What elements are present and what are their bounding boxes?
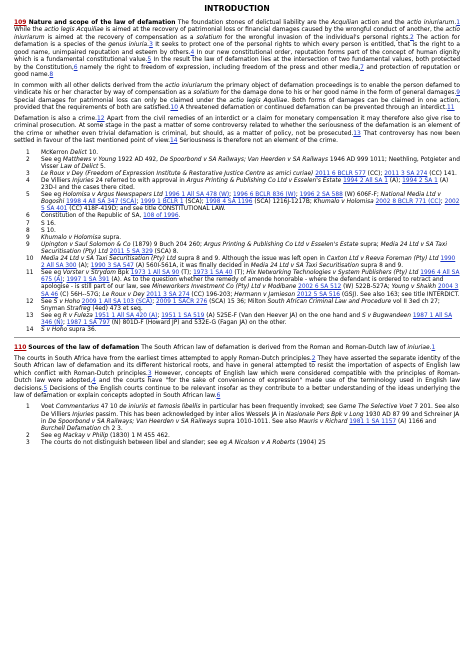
italic-text: Hermann v Jamieson (234, 291, 296, 298)
footnote-number: 1 (26, 149, 30, 156)
reference-link[interactable]: 10 (170, 104, 179, 112)
text-run: (4ed) 473 et seq. (90, 305, 143, 312)
text-run: (A). As to the question whether the remedy of amende honorable - where the defendant is ordered to retract and apologise - is still part of our law, see (41, 277, 444, 291)
text-run: 7 201. See also De Villiers (41, 404, 460, 418)
footnote-number: 6 (26, 213, 30, 220)
text-run: (T); (232, 270, 247, 277)
italic-text: de iniuriis et famosis libellis (119, 404, 201, 411)
reference-link[interactable]: 1996 6 BCLR 836 (W) (233, 192, 296, 199)
text-run: They have asserted the separate identity of the South African law of defamation and its different historical roots, and have in general attempted to resist the importation of aspects of English law which conflict with Roman-Dutch principles. (14, 354, 460, 377)
italic-text: Matthews v Young (62, 156, 117, 163)
footnote-number: 11 (26, 270, 34, 277)
text-run: (A) 23D-I and the cases there cited. (41, 178, 449, 192)
footnote (14, 299, 460, 313)
reference-link[interactable]: 2002 8 BCLR 771 (CC) (375, 199, 441, 206)
text-run: In our new constitutional order, reputation forms part of the concept of human dignity which is a fundamental constitutional value. (14, 48, 460, 64)
italic-text: Argus Printing & Publishing Co Ltd v Esselen's Estate (203, 241, 359, 248)
text-run: The courts do not distinguish between libel and slander; see eg (41, 439, 229, 446)
text-run: Special damages for patrimonial loss can only be claimed under the (14, 96, 230, 104)
reference-link[interactable]: 2011 5 SA 329 (109, 248, 153, 255)
footnote (14, 270, 460, 298)
text-run: In the result the law of defamation lies at the intersection of two fundamental values, both protected by the Constitution, (14, 56, 461, 71)
text-run: . (454, 19, 457, 26)
footnote (14, 171, 460, 178)
italic-text: De Spoorbond v SA Railways; Van Heerden v SA Railways (159, 156, 329, 163)
italic-text: Argus Printing & Publishing Co Ltd v Esselen's Estate (186, 178, 342, 184)
italic-text: Le Roux v Dey (102, 291, 145, 298)
footnote-number: 7 (26, 220, 30, 227)
text-run: supra 8 and 9. Although the issue was left open in (175, 256, 327, 263)
text-run: (T); (179, 270, 194, 277)
text-run: (CC) 196-203; (189, 291, 235, 298)
footnote (14, 221, 460, 228)
text-run: (A); (387, 178, 403, 184)
italic-text: A Nicolson v A Roberts (228, 439, 296, 446)
reference-link[interactable]: 1994 2 SA 1 (402, 178, 438, 184)
text-run: is aimed at the recovery of patrimonial loss or financial damages caused by the wrongful conduct of another, the (103, 26, 446, 34)
reference-link[interactable]: 1999 1 BCLR 1 (140, 199, 184, 206)
reference-link[interactable]: 1 (456, 19, 460, 26)
reference-link[interactable]: 1951 1 SA 519 (161, 312, 205, 319)
italic-text: Caxton Ltd v Reeva Foreman (Pty) Ltd (326, 256, 439, 263)
text-run: (Howard JP) and 532E-G (Fagan JA) on the other. (145, 319, 287, 326)
footnote-number: 8 (26, 227, 30, 234)
italic-text: Holomisa v Argus Newspapers Ltd (62, 192, 163, 199)
text-run: . Both forms of damages can be claimed in one action, provided that the requirements of both are satisfied. (14, 96, 461, 112)
text-run: vol II 3ed ch 27; Snyman (41, 298, 440, 312)
italic-text: solatium (196, 33, 222, 41)
text-run: supra 8 and 9. (358, 263, 404, 270)
reference-link[interactable]: 3 (147, 369, 152, 377)
footnote (14, 213, 460, 220)
italic-text: actio iniuriarum (14, 26, 461, 41)
text-run: (A) 1166 and (396, 418, 437, 425)
footnote-number: 13 (26, 312, 34, 319)
italic-text: Delict (70, 149, 87, 156)
text-run: ; (295, 192, 300, 199)
text-run: 1930 AD 87 99 and Schreiner JA in (41, 411, 460, 425)
section-110-para-2 (14, 355, 460, 400)
footnote-number: 9 (26, 234, 30, 241)
text-run: ; (136, 199, 141, 206)
text-run: S 16. (41, 220, 56, 227)
text-run: (C) 56H--57G; (58, 291, 103, 298)
footnote (14, 313, 460, 327)
footnote-number: 1 (26, 404, 30, 411)
reference-link[interactable]: 2004 3 SA 46 (41, 284, 459, 298)
section-number: 110 (14, 344, 27, 352)
reference-link[interactable]: 1 (431, 344, 436, 352)
text-run: ; (157, 312, 162, 319)
footnote (14, 440, 460, 447)
text-run: . (429, 344, 432, 352)
reference-link[interactable]: 8 (49, 71, 54, 79)
text-run: That controversy has now been settled in favour of the last mentioned point of view. (14, 129, 460, 145)
italic-text: Mackay v Philip (62, 432, 109, 439)
section-109-para-1 (14, 19, 460, 79)
reference-link[interactable]: 1987 1 SA 797 (66, 319, 110, 326)
text-run: Decisions of the English courts continue to be relevant insofar as they contribute to a better understanding of the ideas underlying the law of defamation or explain concepts adopted in South African law. (14, 384, 460, 399)
reference-link[interactable]: 2009 1 SACR 276 (156, 298, 208, 305)
footnote (14, 235, 460, 242)
section-divider (14, 337, 460, 338)
italic-text: Injuries (72, 178, 94, 184)
reference-link[interactable]: 4 (190, 48, 195, 56)
footnote (14, 327, 460, 334)
reference-link[interactable]: 1973 1 All SA 90 (130, 270, 180, 277)
text-run: (SCA) 1216J-1217B; (252, 199, 314, 206)
text-run: (1879) 9 Buch 204 260; (130, 241, 204, 248)
italic-text: Burchell Defamation (41, 425, 101, 432)
reference-link[interactable]: 3 (149, 41, 153, 49)
text-run: 5. (98, 163, 106, 170)
text-run: However, concepts of English law which were considered compatible with the principles of Roman-Dutch law were adopted, (14, 369, 460, 385)
text-run: (W) 522B-527A; (341, 284, 392, 291)
italic-text: Law of Delict (60, 163, 99, 170)
reference-link[interactable]: 13 (353, 129, 361, 137)
reference-link[interactable]: 1994 2 All SA 1 (343, 178, 388, 184)
reference-link[interactable]: 2002 5 SA 401 (41, 199, 460, 213)
text-run: Seriousness is therefore not an element of the crime. (177, 137, 339, 145)
section-title: Nature and scope of the law of defamation (28, 19, 176, 26)
text-run: . (178, 213, 181, 220)
text-run: (N) 801D-F (109, 319, 146, 326)
section-110-para-1 (14, 344, 460, 351)
reference-link[interactable]: 11 (447, 104, 455, 112)
italic-text: Young v Shaikh (391, 284, 437, 291)
reference-link[interactable]: 2011 3 SA 274 (146, 291, 190, 298)
italic-text: Media 24 Ltd v SA Taxi Securitisation (250, 263, 359, 270)
footnote-number: 5 (26, 192, 30, 199)
italic-text: Le Roux v Dey (Freedom of Expression Institute & Restorative Justice Centre as amici curiae) (41, 170, 314, 177)
text-run: (A) 525E-F (Van den Heever JA) on the one hand and (204, 312, 362, 319)
section-109-para-2 (14, 82, 460, 112)
italic-text: Khumalo v Holomisa (313, 199, 374, 206)
text-run: De Villiers (41, 178, 73, 184)
text-run: (SCA) 15 36; Milton (207, 298, 268, 305)
footnote (14, 433, 460, 440)
italic-text: Mineworkers Investment Co (Pty) Ltd v Modibane (152, 284, 297, 291)
section-number: 109 (14, 19, 27, 26)
text-run: See eg (41, 192, 63, 199)
text-run: (SCA); (183, 199, 206, 206)
text-run: 1922 AD 492, (116, 156, 160, 163)
footnote (14, 157, 460, 171)
reference-link[interactable]: 1996 1 All SA 478 (W) (164, 192, 230, 199)
italic-text: actio legis Aquiliae (229, 96, 288, 104)
text-run: Constitution of the Republic of SA, (41, 213, 144, 220)
footnote-number: 2 (26, 432, 30, 439)
text-run: in particular has been frequently invoked; see (200, 404, 339, 411)
text-run: (1904) 25 (295, 439, 326, 446)
reference-link[interactable]: 14 (170, 137, 178, 145)
reference-link[interactable]: 1973 1 SA 40 (193, 270, 233, 277)
italic-text: Upington v Saul Solomon & Co (41, 241, 131, 248)
footnote-number: 4 (26, 178, 30, 184)
text-run: supra. (101, 234, 122, 241)
italic-text: genus iniuria (108, 41, 148, 49)
text-run: 24 referred to with approval in (93, 178, 187, 184)
footnote (14, 192, 460, 213)
reference-link[interactable]: 5 (147, 56, 152, 64)
reference-link[interactable]: 2011 6 BCLR 577 (315, 170, 366, 177)
text-run: (A); (76, 263, 91, 270)
text-run: Bpk (115, 270, 131, 277)
italic-text: Commentarius (55, 404, 99, 411)
reference-link[interactable]: 7 (360, 63, 364, 71)
italic-text: Khumalo v Holomisa (41, 234, 101, 241)
text-run: (W) 606F-F; (342, 192, 381, 199)
text-run: ; (229, 192, 233, 199)
text-run: Defamation is also a crime. (14, 114, 98, 122)
italic-text: R v Fuleza (62, 312, 93, 319)
italic-text: National Media Ltd v Bogoshi (41, 192, 441, 206)
reference-link[interactable]: 2011 3 SA 274 (384, 170, 428, 177)
text-run: ; (62, 277, 67, 284)
reference-link[interactable]: 1990 2 All SA 300 (41, 256, 456, 270)
italic-text: South African Criminal Law and Procedure (267, 298, 392, 305)
text-run: ; (152, 298, 157, 305)
reference-link[interactable]: 1987 1 All SA 346 (N) (41, 312, 453, 326)
text-run: See (41, 298, 54, 305)
reference-link[interactable]: 1998 4 SA 1196 (205, 199, 253, 206)
text-run: See eg (41, 270, 63, 277)
reference-link[interactable]: 1998 4 All SA 347 (SCA) (66, 199, 137, 206)
text-run: 10. (86, 149, 99, 156)
text-run: ; (62, 319, 67, 326)
text-run: passim. This has been acknowledged by inter alios Wessels JA in (93, 411, 287, 418)
text-run: supra 1010-1011. See also (216, 418, 299, 425)
text-run: (CC); (365, 170, 385, 177)
text-run: 47 10 (98, 404, 120, 411)
italic-text: Mauris v Richard (298, 418, 348, 425)
text-run: The South African law of defamation is derived from the Roman and Roman-Dutch law of (139, 344, 408, 352)
italic-text: Vorster v Strydom (62, 270, 116, 277)
italic-text: Nasionale Pers Bpk v Long (286, 411, 364, 418)
text-run: the primary object of defamation proceedings is to enable the person defamed to vindicate his or her character by way of compensation as a (14, 81, 460, 97)
text-run: McKerron (41, 149, 71, 156)
footnotes-109 (14, 150, 460, 334)
text-run: See eg (41, 432, 63, 439)
italic-text: Injuries (72, 411, 94, 418)
text-run: and the courts have "for the sake of convenience of expression" made use of the terminology used in English law decisions. (14, 377, 461, 392)
text-run: 1946 AD 999 1011; Neethling, Potgieter and Visser (41, 156, 460, 170)
text-run: See eg (41, 156, 63, 163)
reference-link[interactable]: 1996 2 SA 588 (299, 192, 343, 199)
footnote-number: 12 (26, 298, 34, 305)
text-run: It seeks to protect one of the personal rights to which every person is entitled, that is the right to a good name, unimpaired reputation and esteem by others. (14, 41, 460, 56)
text-run: Apart from the civil remedies of an interdict or a claim for monetary compensation it may therefore also give rise to criminal prosecution. At some stage in the past a matter of some controversy related to whether the seriousness of the defamation is an element of the crime or whether even trivial defamation is criminal, but should, as a matter of policy, not be prosecuted. (14, 114, 461, 137)
footnote (14, 404, 460, 432)
page-title: INTRODUCTION (204, 4, 270, 13)
italic-text: Media 24 Ltd v SA Taxi Securitisation (Pty) Ltd (41, 241, 447, 255)
footnote-number: 9 (26, 241, 30, 248)
italic-text: Hix Networking Technologies v System Publishers (Pty) Ltd (246, 270, 419, 277)
italic-text: S v Bugwandeen (362, 312, 411, 319)
reference-link[interactable]: 2 (410, 33, 414, 41)
italic-text: solatium (193, 89, 219, 97)
italic-text: De Spoorbond v SA Railways; Van Heerden v SA Railways (48, 418, 217, 425)
text-run: Voet (41, 404, 56, 411)
italic-text: actio legis Acquiliae (44, 26, 104, 34)
text-run: A threatened defamation or continued defamation can be prevented through an interdict. (178, 104, 448, 112)
footnote (14, 150, 460, 157)
text-run: See eg (41, 312, 63, 319)
reference-link[interactable]: 12 (97, 114, 105, 122)
reference-link[interactable]: 2002 6 SA 512 (298, 284, 342, 291)
footnote-number: 14 (26, 326, 34, 333)
reference-link[interactable]: 1990 3 SA 547 (90, 263, 134, 270)
footnote-number: 3 (26, 170, 30, 177)
italic-text: Media 24 Ltd v SA Taxi Securitisation (Pty) Ltd (41, 256, 176, 263)
text-run: namely the right to freedom of expression, including freedom of the press and other media, (77, 63, 361, 71)
text-run: ; (440, 199, 445, 206)
reference-link[interactable]: 5 (43, 384, 48, 392)
reference-link[interactable]: 6 (216, 391, 221, 399)
reference-link[interactable]: 6 (73, 63, 78, 71)
footnote (14, 242, 460, 256)
footnote (14, 256, 460, 270)
reference-link[interactable]: 1996 4 All SA 675 (A) (41, 270, 460, 284)
footnote (14, 228, 460, 235)
text-run: (A) 560I-561A, it was finally decided in (133, 263, 251, 270)
text-run: for the wrongful invasion of the individual's personal rights. (222, 33, 411, 41)
section-109-para-3 (14, 115, 460, 145)
footnotes-110 (14, 404, 460, 447)
footnote (14, 178, 460, 192)
text-run: (CC) 418F-419D; and see title CONSTITUTIONAL LAW. (67, 206, 226, 213)
reference-link[interactable]: 4 (92, 377, 96, 385)
italic-text: S v Hoho (53, 298, 80, 305)
reference-link[interactable]: 1981 1 SA 1157 (349, 418, 397, 425)
text-run: The action for defamation is a species of the (14, 33, 460, 49)
text-run: and protection of reputation or good name. (14, 63, 460, 79)
italic-text: Strafreg (66, 305, 91, 312)
text-run: is aimed at the recovery of compensation as a (44, 33, 197, 41)
section-title: Sources of the law of defamation (28, 344, 140, 352)
reference-link[interactable]: 108 of 1996 (143, 213, 179, 220)
footnote-number: 10 (26, 256, 34, 263)
text-run: supra 36. (67, 326, 97, 333)
text-run: S 10. (41, 227, 56, 234)
text-run: (CC) 141. (427, 170, 457, 177)
text-run: supra; (358, 241, 381, 248)
footnote-number: 3 (26, 439, 30, 446)
footnote-number: 2 (26, 156, 30, 163)
italic-text: Game The Selective Voet (338, 404, 413, 411)
text-run: ch 2 3. (100, 425, 123, 432)
reference-link[interactable]: 1951 1 All SA 420 (A) (94, 312, 158, 319)
italic-text: S v Hoho (41, 326, 68, 333)
reference-link[interactable]: 1997 1 SA 391 (66, 277, 110, 284)
text-run: (GSJ). See also 163; see title INTERDICT. (340, 291, 460, 298)
reference-link[interactable]: 2009 1 All SA 103 (SCA) (81, 298, 153, 305)
italic-text: actio iniuriarum (406, 19, 455, 26)
text-run: (1830) 1 M 455 462. (108, 432, 170, 439)
text-run: The courts in South Africa have from the earliest times attempted to apply Roman-Dutch principles. (14, 354, 312, 362)
italic-text: actio iniuriarum (165, 81, 213, 89)
reference-link[interactable]: 2 (311, 354, 316, 362)
reference-link[interactable]: 2012 5 SA 516 (296, 291, 341, 298)
text-run: In common with all other delicts derived from the (14, 81, 166, 89)
italic-text: iniuriae (407, 344, 430, 352)
text-run: (SCA) 8. (152, 248, 179, 255)
text-run: action and the (358, 19, 407, 26)
text-run: While the (14, 26, 45, 34)
text-run: The foundation stones of delictual liability are the (175, 19, 332, 26)
italic-text: Acquilian (331, 19, 359, 26)
text-run: . (147, 41, 150, 49)
text-run: for the damage done to his or her good name in the form of general damages. (218, 89, 457, 97)
reference-link[interactable]: 9 (456, 89, 460, 97)
